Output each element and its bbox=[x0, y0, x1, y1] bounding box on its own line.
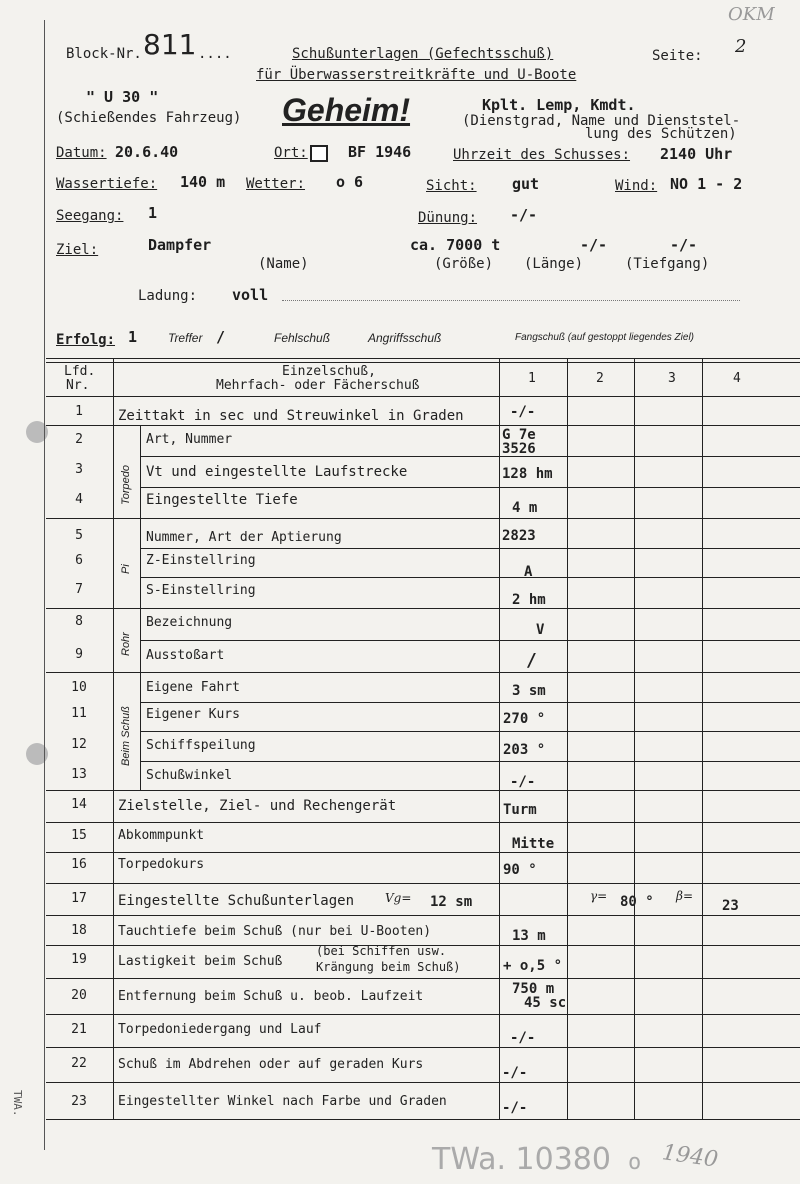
page-value: 2 bbox=[735, 36, 747, 57]
row-20-value-b: 45 sc bbox=[524, 995, 567, 1011]
row-19-label: Lastigkeit beim Schuß bbox=[118, 954, 283, 969]
group-pi: Pi bbox=[120, 564, 132, 574]
row-20-nr: 20 bbox=[71, 988, 87, 1003]
secret-stamp: Geheim! bbox=[282, 92, 411, 128]
row-23-label: Eingestellter Winkel nach Farbe und Graden bbox=[118, 1094, 447, 1109]
row-6-nr: 6 bbox=[75, 553, 83, 568]
row-11-label: Eigener Kurs bbox=[146, 707, 240, 722]
form-title: Schußunterlagen (Gefechtsschuß) bbox=[292, 46, 554, 62]
ziel-laenge-value: -/- bbox=[580, 236, 608, 254]
wind-value: NO 1 - 2 bbox=[670, 175, 743, 193]
row-2-value-b: 3526 bbox=[502, 441, 536, 457]
wetter-value: o 6 bbox=[336, 173, 364, 191]
row-7-value: 2 hm bbox=[512, 592, 546, 608]
ziel-name-value: Dampfer bbox=[148, 236, 212, 254]
ladung-label: Ladung: bbox=[138, 288, 198, 304]
row-11-nr: 11 bbox=[71, 706, 87, 721]
wetter-label: Wetter: bbox=[246, 176, 306, 192]
row-11-value: 270 ° bbox=[503, 711, 546, 727]
row-10-nr: 10 bbox=[71, 680, 87, 695]
ort-box-icon bbox=[310, 145, 328, 162]
laenge-label: (Länge) bbox=[524, 256, 584, 272]
row-17-vg-value: 12 sm bbox=[430, 894, 473, 910]
archive-stamp: TWa. 10380 bbox=[432, 1142, 611, 1177]
row-8-value: V bbox=[536, 622, 545, 638]
sicht-label: Sicht: bbox=[426, 178, 477, 194]
duenung-label: Dünung: bbox=[418, 210, 478, 226]
page-label: Seite: bbox=[652, 48, 703, 64]
row-14-nr: 14 bbox=[71, 797, 87, 812]
duenung-value: -/- bbox=[510, 206, 538, 224]
erfolg-treffer-label: Treffer bbox=[168, 331, 203, 345]
row-21-value: -/- bbox=[510, 1030, 536, 1046]
erfolg-treffer-value: 1 bbox=[128, 328, 138, 346]
name-label: (Name) bbox=[258, 256, 309, 272]
row-3-nr: 3 bbox=[75, 462, 83, 477]
col-1-header: 1 bbox=[528, 371, 536, 386]
row-17-vg-label: Vg= bbox=[385, 891, 412, 905]
ziel-tiefgang-value: -/- bbox=[670, 236, 698, 254]
row-7-label: S-Einstellring bbox=[146, 583, 256, 598]
uhrzeit-label: Uhrzeit des Schusses: bbox=[453, 147, 631, 163]
row-8-label: Bezeichnung bbox=[146, 615, 233, 630]
groesse-label: (Größe) bbox=[434, 256, 494, 272]
ort-value: BF 1946 bbox=[348, 143, 412, 161]
block-label: Block-Nr. bbox=[66, 46, 142, 62]
row-19-nr: 19 bbox=[71, 952, 87, 967]
row-4-value: 4 m bbox=[512, 500, 538, 516]
row-22-nr: 22 bbox=[71, 1056, 87, 1071]
datum-value: 20.6.40 bbox=[115, 143, 179, 161]
row-21-label: Torpedoniedergang und Lauf bbox=[118, 1022, 322, 1037]
ziel-groesse-value: ca. 7000 t bbox=[410, 236, 501, 254]
group-torpedo: Torpedo bbox=[120, 465, 132, 505]
angriffsschuss-label: Angriffsschuß bbox=[368, 331, 442, 345]
row-16-value: 90 ° bbox=[503, 862, 537, 878]
row-12-label: Schiffspeilung bbox=[146, 738, 256, 753]
row-13-value: -/- bbox=[510, 774, 536, 790]
row-19-value: + o,5 ° bbox=[503, 958, 563, 974]
row-2-nr: 2 bbox=[75, 432, 83, 447]
row-18-nr: 18 bbox=[71, 923, 87, 938]
ladung-value: voll bbox=[232, 286, 269, 304]
seegang-label: Seegang: bbox=[56, 208, 124, 224]
form-subtitle: für Überwasserstreitkräfte und U-Boote bbox=[256, 67, 577, 83]
row-20-value: 750 m bbox=[512, 981, 555, 997]
row-13-label: Schußwinkel bbox=[146, 768, 233, 783]
row-17-gamma-value: 80 ° bbox=[620, 894, 654, 910]
row-2-label: Art, Nummer bbox=[146, 432, 233, 447]
row-1-label: Zeittakt in sec und Streuwinkel in Graden bbox=[118, 408, 464, 424]
uhrzeit-value: 2140 Uhr bbox=[660, 145, 733, 163]
col-desc-header-1: Einzelschuß, bbox=[282, 364, 376, 379]
ort-label: Ort: bbox=[274, 145, 308, 161]
wassertiefe-value: 140 m bbox=[180, 173, 226, 191]
commander-value: Kplt. Lemp, Kmdt. bbox=[482, 96, 636, 114]
row-5-nr: 5 bbox=[75, 528, 83, 543]
row-3-label: Vt und eingestellte Laufstrecke bbox=[146, 464, 408, 480]
archive-suffix: o bbox=[628, 1150, 642, 1175]
group-rohr: Rohr bbox=[120, 632, 132, 656]
row-8-nr: 8 bbox=[75, 614, 83, 629]
row-15-nr: 15 bbox=[71, 828, 87, 843]
col-4-header: 4 bbox=[733, 371, 741, 386]
erfolg-fehlschuss-label: Fehlschuß bbox=[274, 331, 331, 345]
row-13-nr: 13 bbox=[71, 767, 87, 782]
row-14-label: Zielstelle, Ziel- und Rechengerät bbox=[118, 798, 397, 814]
fangschuss-label: Fangschuß (auf gestoppt liegendes Ziel) bbox=[515, 332, 694, 343]
row-18-value: 13 m bbox=[512, 928, 546, 944]
row-19-note-2: Krängung beim Schuß) bbox=[316, 960, 461, 974]
block-number: 811 bbox=[143, 28, 197, 61]
seegang-value: 1 bbox=[148, 204, 158, 222]
commander-label-1: (Dienstgrad, Name und Dienststel- bbox=[462, 113, 741, 129]
wind-label: Wind: bbox=[615, 178, 658, 194]
row-5-label: Nummer, Art der Aptierung bbox=[146, 530, 342, 545]
row-17-gamma-label: γ= bbox=[590, 889, 608, 903]
row-22-value: -/- bbox=[502, 1065, 528, 1081]
row-9-label: Ausstoßart bbox=[146, 648, 225, 663]
col-desc-header-2: Mehrfach- oder Fächerschuß bbox=[216, 378, 420, 393]
row-4-label: Eingestellte Tiefe bbox=[146, 492, 298, 508]
col-lfd-header-2: Nr. bbox=[66, 378, 90, 393]
col-2-header: 2 bbox=[596, 371, 604, 386]
block-dots: .... bbox=[198, 46, 232, 62]
row-16-nr: 16 bbox=[71, 857, 87, 872]
row-23-value: -/- bbox=[502, 1100, 528, 1116]
archive-year: 1940 bbox=[660, 1140, 720, 1173]
vessel-value: " U 30 " bbox=[86, 88, 159, 106]
row-1-value: -/- bbox=[510, 404, 536, 420]
col-3-header: 3 bbox=[668, 371, 676, 386]
ziel-label: Ziel: bbox=[56, 242, 99, 258]
row-3-value: 128 hm bbox=[502, 466, 553, 482]
sicht-value: gut bbox=[512, 175, 540, 193]
row-17-beta-value: 23 bbox=[722, 898, 739, 914]
erfolg-label: Erfolg: bbox=[56, 332, 116, 348]
row-15-label: Abkommpunkt bbox=[118, 828, 205, 843]
group-beim-schuss: Beim Schuß bbox=[120, 706, 132, 766]
row-4-nr: 4 bbox=[75, 492, 83, 507]
row-9-value: / bbox=[526, 650, 537, 671]
row-17-nr: 17 bbox=[71, 891, 87, 906]
row-6-label: Z-Einstellring bbox=[146, 553, 256, 568]
wassertiefe-label: Wassertiefe: bbox=[56, 176, 158, 192]
row-18-label: Tauchtiefe beim Schuß (nur bei U-Booten) bbox=[118, 924, 432, 939]
row-15-value: Mitte bbox=[512, 836, 555, 852]
commander-label-2: lung des Schützen) bbox=[585, 126, 737, 142]
row-10-value: 3 sm bbox=[512, 683, 546, 699]
row-17-label: Eingestellte Schußunterlagen bbox=[118, 893, 355, 909]
row-2-value: G 7e bbox=[502, 427, 536, 443]
tiefgang-label: (Tiefgang) bbox=[625, 256, 710, 272]
row-10-label: Eigene Fahrt bbox=[146, 680, 240, 695]
row-16-label: Torpedokurs bbox=[118, 857, 205, 872]
row-14-value: Turm bbox=[503, 802, 537, 818]
vessel-label: (Schießendes Fahrzeug) bbox=[56, 110, 242, 126]
row-7-nr: 7 bbox=[75, 582, 83, 597]
col-lfd-header-1: Lfd. bbox=[64, 364, 96, 379]
row-22-label: Schuß im Abdrehen oder auf geraden Kurs bbox=[118, 1057, 424, 1072]
corner-mark: OKM bbox=[728, 4, 775, 25]
row-12-nr: 12 bbox=[71, 737, 87, 752]
row-12-value: 203 ° bbox=[503, 742, 546, 758]
row-6-value: A bbox=[524, 564, 533, 580]
row-5-value: 2823 bbox=[502, 528, 536, 544]
side-mark: TWA. bbox=[11, 1090, 24, 1117]
row-20-label: Entfernung beim Schuß u. beob. Laufzeit bbox=[118, 989, 424, 1004]
binding-edge bbox=[44, 20, 45, 1150]
erfolg-fehlschuss-value: / bbox=[216, 328, 226, 346]
row-19-note-1: (bei Schiffen usw. bbox=[316, 944, 447, 958]
row-23-nr: 23 bbox=[71, 1094, 87, 1109]
row-1-nr: 1 bbox=[75, 404, 83, 419]
row-21-nr: 21 bbox=[71, 1022, 87, 1037]
datum-label: Datum: bbox=[56, 145, 107, 161]
row-17-beta-label: β= bbox=[676, 889, 693, 903]
row-9-nr: 9 bbox=[75, 647, 83, 662]
ladung-dots bbox=[282, 300, 740, 301]
